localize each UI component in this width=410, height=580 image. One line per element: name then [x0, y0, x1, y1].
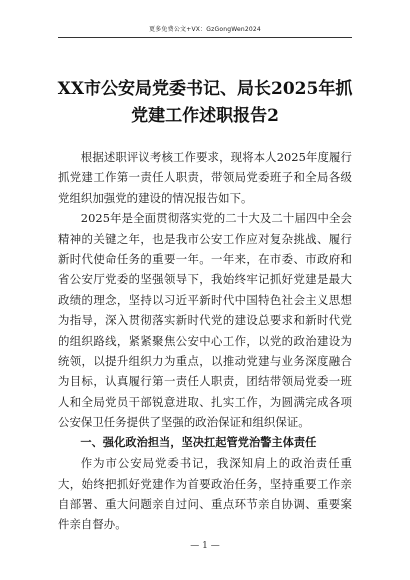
intro-paragraph: 根据述职评议考核工作要求，现将本人2025年度履行抓党建工作第一责任人职责，带领局党委班子和全局各级党组织加强党的建设的情况报告如下。 — [58, 150, 352, 205]
section-paragraph: 作为市公安局党委书记，我深知肩上的政治责任重大，始终把抓好党建作为首要政治任务，坚持重要工作亲自部署、重大问题亲自过问、重点环节亲自协调、重要案件亲自督办。 — [58, 456, 352, 532]
page-number: — 1 — — [190, 541, 220, 551]
header-note: 更多免费公文+VX：GzGongWen2024 — [149, 26, 261, 33]
document-body — [58, 147, 352, 535]
overview-paragraph: 2025年是全面贯彻落实党的二十大及二十届四中全会精神的关键之年，也是我市公安工作应对复杂挑战、履行新时代使命任务的重要一年。一年来，在市委、市政府和省公安厅党委的坚强领导下，我始终牢记抓好党建是最大政绩的理念，坚持以习近平新时代中国特色社会主义思想为指导，深入贯彻落实新时代党的建设总要求和新时代党的组织路线，紧紧聚焦公安中心工作，以党的政治建设为统领，以提升组织力为重点，以推动党建与业务深度融合为目标，认真履行第一责任人职责，团结带领局党委一班人和全局党员干部锐意进取、扎实工作，为圆满完成各项公安保卫任务提供了坚强的政治保证和组织保证。 — [58, 211, 352, 430]
document-title: XX市公安局党委书记、局长2025年抓党建工作述职报告2 — [57, 79, 353, 126]
header-divider — [58, 37, 352, 38]
section-heading: 一、强化政治担当，坚决扛起管党治警主体责任 — [80, 435, 317, 449]
